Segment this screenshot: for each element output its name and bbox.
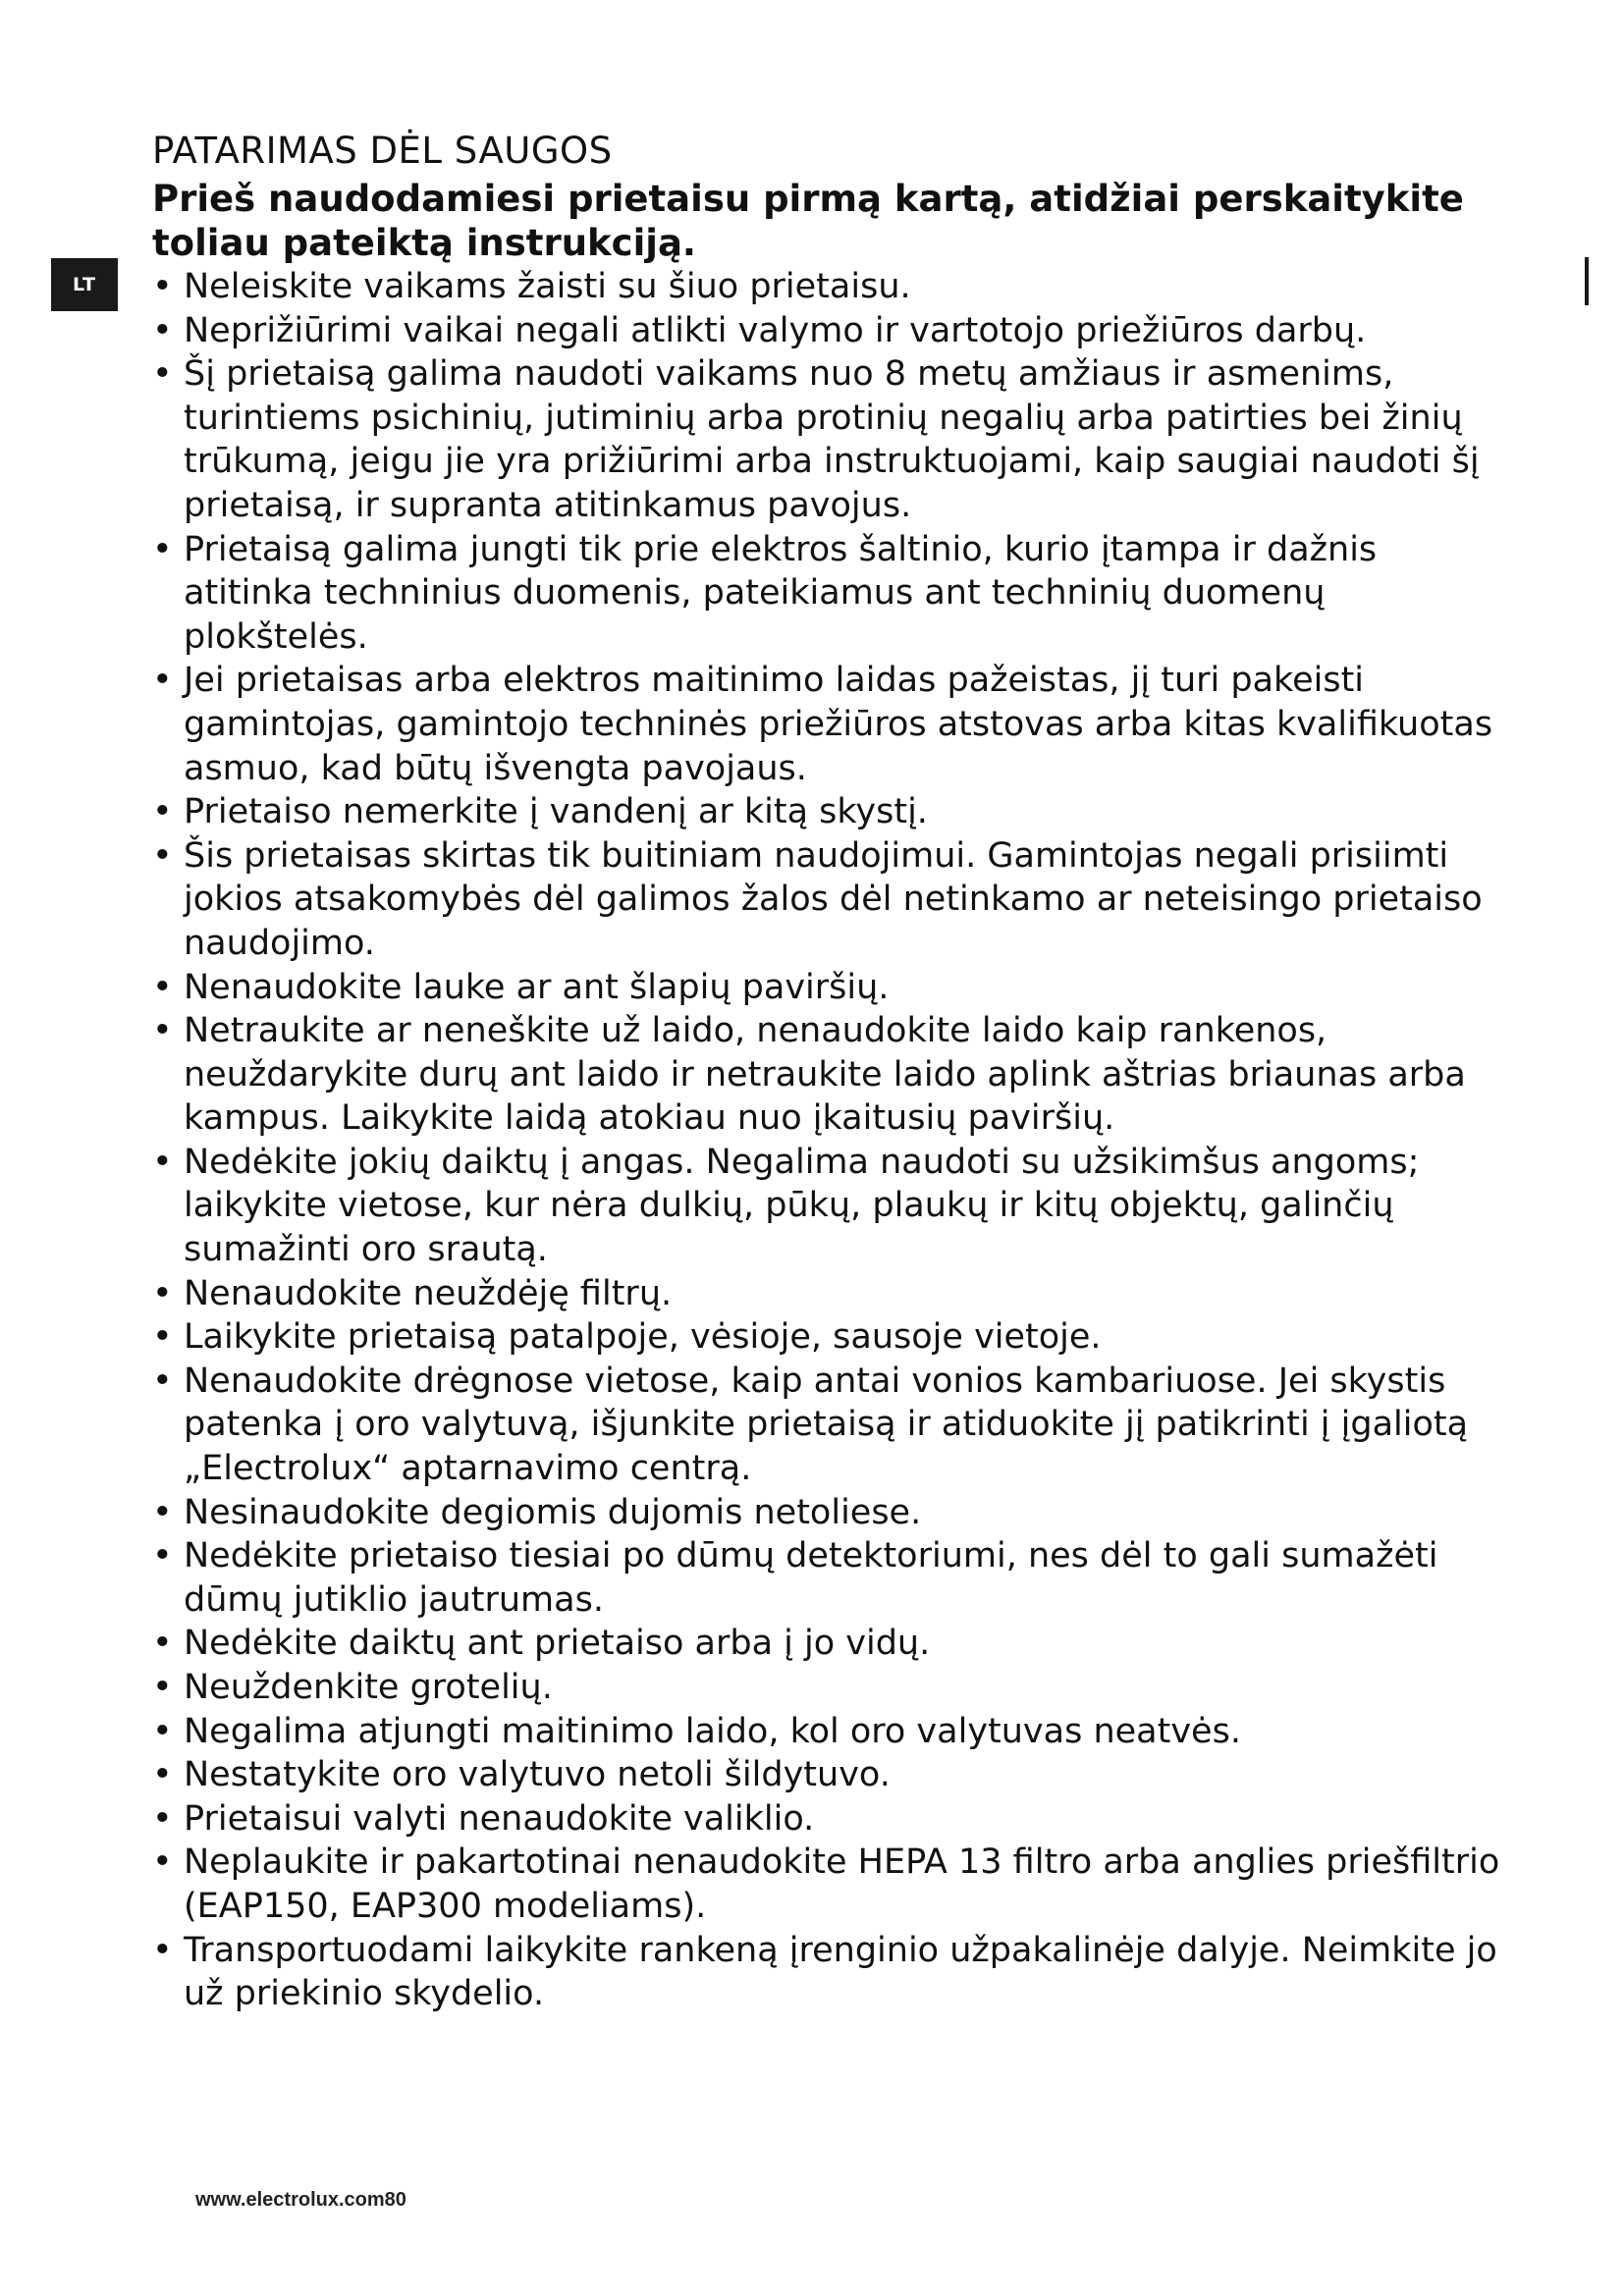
list-item: • Negalima atjungti maitinimo laido, kol oro valytuvas neatvės.: [152, 1710, 1517, 1754]
list-item: • Transportuodami laikykite rankeną įrenginio užpakalinėje dalyje. Neimkite jo už priekinio skydelio.: [152, 1929, 1517, 2016]
footer-url: www.electrolux.com80: [195, 2189, 406, 2211]
list-item: • Nedėkite daiktų ant prietaiso arba į jo vidų.: [152, 1622, 1517, 1666]
list-item: • Šį prietaisą galima naudoti vaikams nuo 8 metų amžiaus ir asmenims, turintiems psichinių, jutiminių arba protinių negalių arba patirties bei žinių trūkumą, jeigu jie yra prižiūrimi arba instruktuojami, kaip saugiai naudoti šį prietaisą, ir supranta atitinkamus pavojus.: [152, 352, 1517, 527]
list-item: • Neleiskite vaikams žaisti su šiuo prietaisu.: [152, 265, 1517, 309]
list-item: • Laikykite prietaisą patalpoje, vėsioje, sausoje vietoje.: [152, 1315, 1517, 1360]
list-item: • Nedėkite jokių daiktų į angas. Negalima naudoti su užsikimšus angoms; laikykite vietose, kur nėra dulkių, pūkų, plaukų ir kitų objektų, galinčių sumažinti oro srautą.: [152, 1141, 1517, 1272]
list-item: • Neuždenkite grotelių.: [152, 1666, 1517, 1710]
list-item: • Nenaudokite neuždėję filtrų.: [152, 1272, 1517, 1316]
safety-section: [152, 128, 1517, 2016]
list-item: • Netraukite ar neneškite už laido, nenaudokite laido kaip rankenos, neuždarykite durų ant laido ir netraukite laido aplink aštrias briaunas arba kampus. Laikykite laidą atokiau nuo įkaitusių paviršių.: [152, 1009, 1517, 1141]
list-item: • Nenaudokite lauke ar ant šlapių paviršių.: [152, 966, 1517, 1010]
list-item: • Nesinaudokite degiomis dujomis netoliese.: [152, 1491, 1517, 1535]
list-item: • Nedėkite prietaiso tiesiai po dūmų detektoriumi, nes dėl to gali sumažėti dūmų jutiklio jautrumas.: [152, 1534, 1517, 1622]
list-item: • Šis prietaisas skirtas tik buitiniam naudojimui. Gamintojas negali prisiimti jokios atsakomybės dėl galimos žalos dėl netinkamo ar neteisingo prietaiso naudojimo.: [152, 834, 1517, 966]
section-title: PATARIMAS DĖL SAUGOS: [152, 130, 613, 172]
list-item: • Nenaudokite drėgnose vietose, kaip antai vonios kambariuose. Jei skystis patenka į oro valytuvą, išjunkite prietaisą ir atiduokite jį patikrinti į įgaliotą „Electrolux“ aptarnavimo centrą.: [152, 1360, 1517, 1491]
safety-list: [152, 265, 1517, 2016]
list-item: • Neprižiūrimi vaikai negali atlikti valymo ir vartotojo priežiūros darbų.: [152, 309, 1517, 353]
margin-marker: [1585, 257, 1589, 305]
list-item: • Prietaisui valyti nenaudokite valiklio.: [152, 1797, 1517, 1842]
language-tab: LT: [51, 258, 118, 311]
list-item: • Prietaisą galima jungti tik prie elektros šaltinio, kurio įtampa ir dažnis atitinka techninius duomenis, pateikiamus ant techninių duomenų plokštelės.: [152, 528, 1517, 660]
list-item: • Jei prietaisas arba elektros maitinimo laidas pažeistas, jį turi pakeisti gamintojas, gamintojo techninės priežiūros atstovas arba kitas kvalifikuotas asmuo, kad būtų išvengta pavojaus.: [152, 659, 1517, 790]
list-item: • Prietaiso nemerkite į vandenį ar kitą skystį.: [152, 790, 1517, 834]
list-item: • Nestatykite oro valytuvo netoli šildytuvo.: [152, 1753, 1517, 1797]
list-item: • Neplaukite ir pakartotinai nenaudokite HEPA 13 filtro arba anglies priešfiltrio (EAP150, EAP300 modeliams).: [152, 1841, 1517, 1928]
intro-warning: Prieš naudodamiesi prietaisu pirmą kartą, atidžiai perskaitykite toliau pateiktą instrukciją.: [152, 178, 1464, 264]
